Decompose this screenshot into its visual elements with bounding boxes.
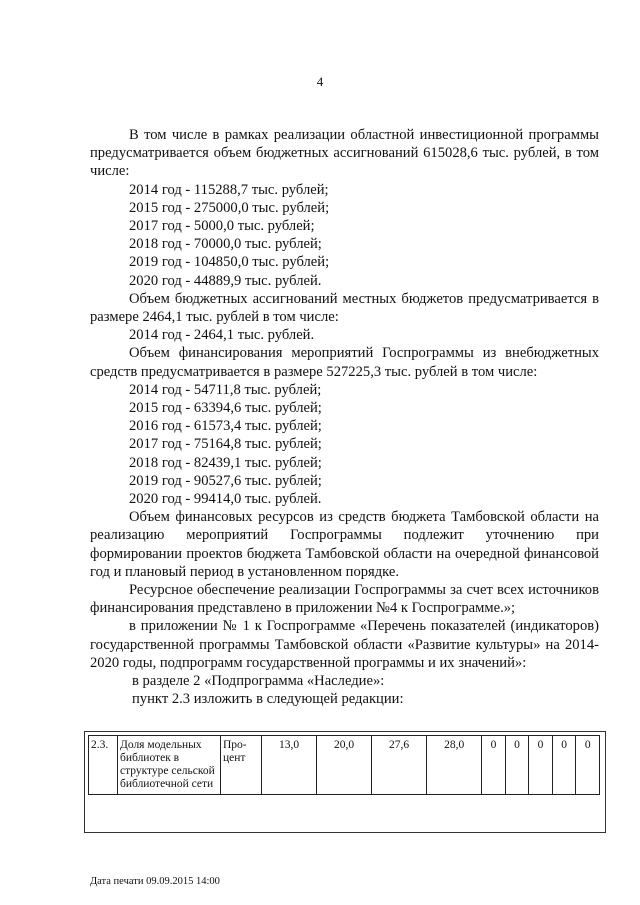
list-item: 2015 год - 63394,6 тыс. рублей; <box>129 400 322 417</box>
paragraph-item-2-3: пункт 2.3 изложить в следующей редакции: <box>132 691 404 708</box>
list-item: 2018 год - 70000,0 тыс. рублей; <box>129 236 322 253</box>
list-item: 2017 год - 5000,0 тыс. рублей; <box>129 218 315 235</box>
value-cell: 13,0 <box>262 736 317 795</box>
list-item: 2016 год - 61573,4 тыс. рублей; <box>129 418 322 435</box>
value-cell: 0 <box>482 736 506 795</box>
paragraph-section-2: в разделе 2 «Подпрограмма «Наследие»: <box>132 673 385 690</box>
indicator-table <box>88 735 600 795</box>
paragraph-financial-resources: Объем финансовых ресурсов из средств бюджета Тамбовской области на реализацию мероприятий Госпрограммы подлежит уточнению при формировании проектов бюджета Тамбовской области на очередной финансовой год и плановый период в установленном порядке. <box>90 509 599 580</box>
unit-cell: Про-цент <box>221 736 262 795</box>
value-cell: 0 <box>552 736 576 795</box>
paragraph-local-budgets: Объем бюджетных ассигнований местных бюджетов предусматривается в размере 2464,1 тыс. рублей в том числе: <box>90 290 599 326</box>
paragraph-appendix-1: в приложении № 1 к Госпрограмме «Перечень показателей (индикаторов) государственной программы Тамбовской области «Развитие культуры» на 2014-2020 годы, подпрограмм государственной программы и их значений»: <box>90 618 599 671</box>
investment-years-list <box>90 181 599 290</box>
value-cell: 28,0 <box>427 736 482 795</box>
list-item: 2015 год - 275000,0 тыс. рублей; <box>129 199 330 216</box>
value-cell: 0 <box>505 736 529 795</box>
list-item: 2017 год - 75164,8 тыс. рублей; <box>129 436 322 453</box>
paragraph-investment: В том числе в рамках реализации областной инвестиционной программы предусматривается объем бюджетных ассигнований 615028,6 тыс. рублей, в том числе: <box>90 127 599 180</box>
print-date: Дата печати 09.09.2015 14:00 <box>90 876 220 887</box>
list-item: 2020 год - 99414,0 тыс. рублей. <box>129 491 322 508</box>
list-item: 2014 год - 54711,8 тыс. рублей; <box>129 381 322 398</box>
paragraph-resource-support: Ресурсное обеспечение реализации Госпрограммы за счет всех источников финансирования представлено в приложении №4 к Госпрограмме.»; <box>90 582 599 617</box>
page-number: 4 <box>316 74 324 89</box>
list-item: 2020 год - 44889,9 тыс. рублей. <box>129 272 322 289</box>
list-item: 2019 год - 90527,6 тыс. рублей; <box>129 472 322 489</box>
value-cell: 0 <box>576 736 600 795</box>
list-item: 2014 год - 115288,7 тыс. рублей; <box>129 181 329 198</box>
value-cell: 20,0 <box>317 736 372 795</box>
list-item: 2014 год - 2464,1 тыс. рублей. <box>129 327 315 344</box>
table-row <box>89 736 600 795</box>
list-item: 2018 год - 82439,1 тыс. рублей; <box>129 454 322 471</box>
indicator-name: Доля модельных библиотек в структуре сельской библиотечной сети <box>118 736 221 795</box>
value-cell: 0 <box>529 736 553 795</box>
row-number: 2.3. <box>89 736 118 795</box>
list-item: 2019 год - 104850,0 тыс. рублей; <box>129 254 330 271</box>
paragraph-extrabudgetary: Объем финансирования мероприятий Госпрограммы из внебюджетных средств предусматривается в размере 527225,3 тыс. рублей в том числе: <box>90 345 599 380</box>
value-cell: 27,6 <box>372 736 427 795</box>
extrabudgetary-years-list <box>90 381 599 508</box>
local-budget-years-list <box>90 326 599 344</box>
document-body <box>90 126 599 709</box>
